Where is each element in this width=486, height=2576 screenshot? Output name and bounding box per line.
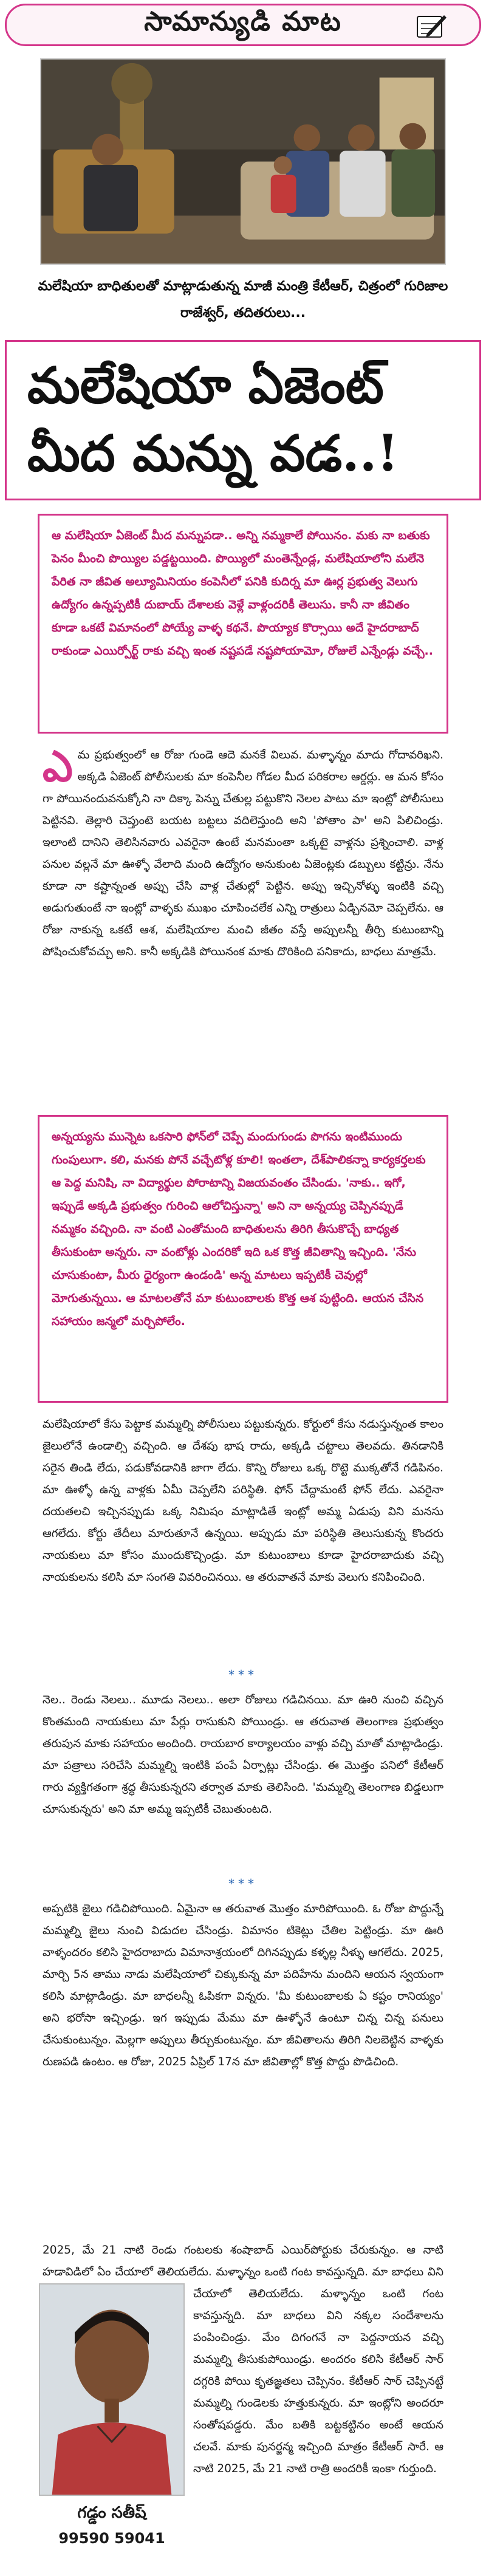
drop-cap: ఎ: [43, 745, 73, 791]
masthead-title: సామాన్యుడి మాట: [144, 6, 342, 37]
article-paragraph-5-continued: [193, 2283, 443, 2569]
news-photo: [40, 58, 446, 265]
pull-quote: అన్నయ్యను మున్నెట ఒకసారి ఫోన్‌లో చెప్పే మందుగుండు పొగను ఇంటిముందు గుంపులుగా. కలి, మనకు పోనే వచ్చేటోళ్ల కూలి! ఇంతలా, దేశ్‌పాలికన్నా కార్యకర్తలకు ఆ పెద్ద మనిషి, నా విద్యార్థుల పోరాటాన్ని విజయవంతం చేసిండు. 'నాకు.. ఇగో, ఇప్పుడే అక్కడి ప్రభుత్వం గురించి ఆలోచిస్తున్నా' అని నా అన్నయ్య చెప్పినప్పుడే నమ్మకం వచ్చింది. నా వంటి ఎంతోమంది బాధితులను తిరిగి తీసుకొచ్చే బాధ్యత తీసుకుంటా అన్నరు. నా వంటోళ్లు ఎందరికో ఇది ఒక కొత్త జీవితాన్ని ఇచ్చింది. 'నేను చూసుకుంటా, మీరు ధైర్యంగా ఉండండి' అన్న మాటలు ఇప్పటికీ చెవుల్లో మోగుతున్నయి. ఆ మాటలతోనే మా కుటుంబాలకు కొత్త ఆశ పుట్టింది. ఆయన చేసిన సహాయం జన్మలో మర్చిపోలేం.: [38, 1115, 448, 1403]
headline: [5, 340, 481, 500]
author-portrait: [40, 2285, 183, 2495]
author-phone: 99590 59041: [58, 2530, 165, 2547]
meeting-photo-illustration: [41, 60, 445, 264]
article-paragraph-1: [43, 745, 443, 1103]
article-paragraph-5-continued-text: చేయాలో తెలియలేదు. మళ్ళాన్నం ఒంటి గంట కావస్తున్నది. మా బాధలు విని నక్కల సందేశాలను పంపించిండ్రు. మేం దిగంగనే నా పెద్దనాయన వచ్చి మమ్మల్ని తీసుకుపోయిండ్రు. అందరం కలిసి కేటీఆర్ సార్ దగ్గరికి పోయి కృతజ్ఞతలు చెప్పినం. కేటీఆర్ సార్ చెప్పినట్టే మమ్మల్ని గుండెలకు హత్తుకున్నరు. మా ఇంట్లోని అందరూ సంతోషపడ్డరు. మేం బతికి బట్టకట్టినం అంటే ఆయన చలవే. మాకు పునర్జన్మ ఇచ్చింది మాత్రం కేటీఆర్ సారే. ఆ నాటి 2025, మే 21 నాటి రాత్రి అందరికీ ఇంకా గుర్తుంది.: [193, 2288, 443, 2475]
author-photo: [39, 2283, 185, 2496]
photo-caption: మలేషియా బాధితులతో మాట్లాడుతున్న మాజీ మంత్రి కేటీఆర్, చిత్రంలో గురిజాల రాజేశ్వర్, తదితరులు...: [38, 279, 448, 321]
headline-line-2: మీద మన్ను వడ..!: [27, 424, 399, 483]
headline-line-1: మలేషియా ఏజెంట్: [27, 356, 384, 415]
author-name: గడ్డం సతీష్: [77, 2504, 146, 2522]
article-paragraph-4: అప్పటికి జైలు గడిచిపోయింది. ఏమైనా ఆ తరువాత మొత్తం మారిపోయింది. ఓ రోజు పొద్దున్నే మమ్మల్ని జైలు నుంచి విడుదల చేసిండ్రు. విమానం టికెట్లు చేతిల పెట్టిండ్రు. మా ఊరి వాళ్ళందరం కలిసి హైదరాబాదు విమానాశ్రయంలో దిగినప్పుడు కళ్ళల్ల నీళ్ళు ఆగలేదు. 2025, మార్చి 5న తాము నాడు మలేషియాలో చిక్కుకున్న మా పదిహేను మందిని ఆయన స్వయంగా కలిసి మాట్లాడిండ్రు. మా బాధలన్నీ ఓపికగా విన్నరు. 'మీ కుటుంబాలకు ఏ కష్టం రానియ్యం' అని భరోసా ఇచ్చిండ్రు. ఇగ ఇప్పుడు మేము మా ఊళ్ళోనే ఉంటూ చిన్న చిన్న పనులు చేసుకుంటున్నం. మెల్లగా అప్పులు తీర్చుకుంటున్నం. మా జీవితాలను తిరిగి నిలబెట్టిన వాళ్ళకు రుణపడి ఉంటం. ఆ రోజు, 2025 ఏప్రిల్ 17న మా జీవితాల్లో కొత్త పొద్దు పొడిచింది.: [43, 1903, 443, 2068]
article-paragraph-3: నెల.. రెండు నెలలు.. మూడు నెలలు.. అలా రోజులు గడిచినయి. మా ఊరి నుంచి వచ్చిన కొంతమంది నాయకులు మా పేర్లు రాసుకుని పోయిండ్రు. ఆ తరువాత తెలంగాణ ప్రభుత్వం తరుపున మాకు సహాయం అందింది. రాయబార కార్యాలయం వాళ్లు వచ్చి మాతో మాట్లాడిండ్రు. మా పత్రాలు సరిచేసి మమ్మల్ని ఇంటికి పంపే ఏర్పాట్లు చేసిండ్రు. ఈ మొత్తం పనిలో కేటీఆర్ గారు వ్యక్తిగతంగా శ్రద్ధ తీసుకున్నరని తర్వాత మాకు తెలిసింది. 'మమ్మల్ని తెలంగాణ బిడ్డలుగా చూసుకున్నరు' అని మా అమ్మ ఇప్పటికీ చెబుతుంటది.: [43, 1694, 443, 1816]
section-divider-1: ***: [228, 1668, 258, 1682]
article-paragraph-5-lead: [43, 2240, 443, 2283]
article-paragraph-1-text: మ ప్రభుత్వంలో ఆ రోజు గుండె ఆదె మనకే విలువ. మళ్ళాన్నం మాదు గోదావరిఖని. అక్కడి ఏజెంట్ పోలీసులకు మా కంపెనీల గోడల మీద పరికరాల ఆర్డర్లు. ఆ మన కోసం గా పోయినందువనుక్కోని నా దిక్కా పెన్ను చేతుల్ల పట్టుకొని నెలల పాటు మా ఇంట్లో పోలీసులు పెట్టినవి. తెల్లారి చెప్తుంటె బయట బట్టలు వదిలెస్తుంది అని 'పోతాం పా' అని పిలిచిండ్రు. ఇలాంటి దానిని తెలిసినవారు ఎవరైనా ఉంటే మనమంతా ఒక్కటై వాళ్లను ప్రశ్నించాలి. వాళ్ల పనుల వల్లనే మా ఊళ్ళో వేలాది మంది ఉద్యోగం అనుకుంట ఏజెంట్లకు డబ్బులు కట్టిన్రు. నేను కూడా నా కష్టాన్నంత అప్పు చేసి వాళ్ల చేతుల్లో పెట్టిన. అప్పు ఇచ్చినోళ్ళు ఇంటికి వచ్చి అడుగుతుంటే నా ఇంట్లో వాళ్ళకు ముఖం చూపించలేక ఎన్ని రాత్రులు ఏడ్చినమో చెప్పలేను. ఆ రోజు నాకున్న ఒకటే ఆశ, మలేషియాల మంచి జీతం వస్తే అప్పులన్నీ తీర్చి కుటుంబాన్ని పోషించుకోవచ్చు అని. కానీ అక్కడికి పోయినంక మాకు దొరికింది పనికాదు, బాధలు మాత్రమే.: [43, 749, 443, 958]
article-paragraph-2: మలేషియాలో కేసు పెట్టాక మమ్మల్ని పోలీసులు పట్టుకున్నరు. కోర్టులో కేసు నడుస్తున్నంత కాలం జైలులోనే ఉండాల్సి వచ్చింది. ఆ దేశపు భాష రాదు, అక్కడి చట్టాలు తెలవదు. తినడానికి సరైన తిండి లేదు, పడుకోవడానికి జాగా లేదు. కొన్ని రోజులు ఒక్క రొట్టె ముక్కతోనే గడిపినం. మా ఊళ్ళో ఉన్న వాళ్లకు ఏమీ చెప్పలేని పరిస్థితి. ఫోన్ చేద్దామంటే ఫోన్ లేదు. ఎవరైనా దయతలచి ఇచ్చినప్పుడు ఒక్క నిమిషం మాట్లాడితే ఇంట్లో అమ్మ ఏడుపు విని మనసు ఆగలేదు. కోర్టు తేదీలు మారుతూనే ఉన్నయి. అప్పుడు మా పరిస్థితి తెలుసుకున్న కొందరు నాయకులు మా కోసం ముందుకొచ్చిండ్రు. మా కుటుంబాలు కూడా హైదరాబాదుకు వచ్చి నాయకులను కలిసి మా సంగతి వివరించినయి. ఆ తరువాతనే మాకు వెలుగు కనిపించింది.: [43, 1418, 443, 1584]
pen-icon: [416, 13, 448, 39]
section-divider-2: ***: [228, 1876, 258, 1891]
intro-blurb: ఆ మలేషియా ఏజెంట్ మీద మన్నుపడా.. అన్ని నమ్మకాలే పోయినం. మకు నా బతుకు పెనం మీంచి పొయ్యిల పడ్డట్టయింది. పొయ్యిలో మంతెన్నేండ్ల, మలేషియాలోని మలేనె పేరిత నా జీవిత అల్యూమినియం కంపెనీలో పనికి కుదిర్న మా ఊర్ల ప్రభుత్వ వెలుగు ఉద్యోగం ఉన్నప్పటికీ దుబాయ్ దేశాలకు వెళ్లే వాళ్లందరికీ తెలుసు. కానీ నా జీవితం కూడా ఒకటే విమానంలో పోయ్యే వాళ్ళ కథనే. పొయ్యాక కొర్సాయి అదే హైదరాబాద్ రాకుండా ఎయిర్పోర్ట్ రాకు వచ్చి ఇంత నష్టపడే నష్టపోయామో, రోజులే ఎన్నేండ్లు వచ్చే..: [38, 514, 448, 734]
article-paragraph-5-text: 2025, మే 21 నాటి రెండు గంటలకు శంషాబాద్ ఎయిర్‌పోర్టుకు చేరుకున్నం. ఆ నాటి హడావిడిలో ఏం చేయాలో తెలియలేదు. మళ్ళాన్నం ఒంటి గంట కావస్తున్నది. మా బాధలు విని: [43, 2244, 443, 2278]
masthead: [5, 4, 481, 46]
